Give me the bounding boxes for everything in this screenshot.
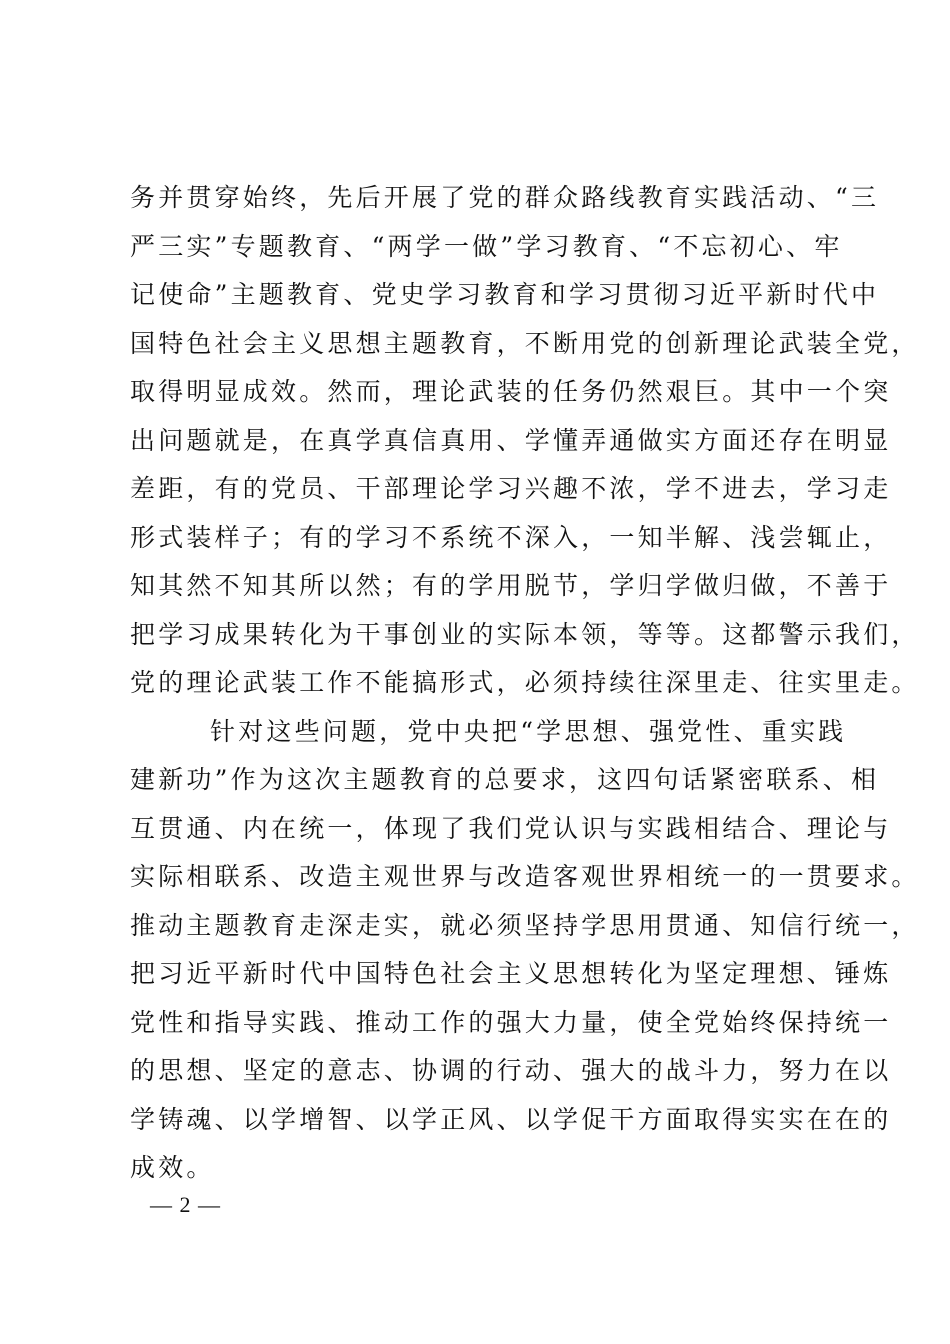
- text-line: 党性和指导实践、推动工作的强大力量，使全党始终保持统一: [130, 1007, 892, 1037]
- text-line: 实际相联系、改造主观世界与改造客观世界相统一的一贯要求。: [130, 862, 920, 891]
- text-line: 把学习成果转化为干事创业的实际本领，等等。这都警示我们，: [130, 619, 920, 649]
- body-text: [130, 174, 920, 1193]
- text-line: 记使命”主题教育、党史学习教育和学习贯彻习近平新时代中: [130, 280, 880, 309]
- text-line: 出问题就是，在真学真信真用、学懂弄通做实方面还存在明显: [130, 425, 892, 455]
- text-line: 差距，有的党员、干部理论学习兴趣不浓，学不进去，学习走: [130, 474, 892, 503]
- text-line: 成效。: [130, 1153, 215, 1182]
- text-line: 国特色社会主义思想主题教育，不断用党的创新理论武装全党，: [130, 328, 920, 358]
- text-line: 学铸魂、以学增智、以学正风、以学促干方面取得实实在在的: [130, 1104, 892, 1134]
- text-line: 互贯通、内在统一，体现了我们党认识与实践相结合、理论与: [130, 813, 892, 843]
- text-line: 党的理论武装工作不能搞形式，必须持续往深里走、往实里走。: [130, 668, 920, 697]
- text-line: 形式装样子；有的学习不系统不深入，一知半解、浅尝辄止，: [130, 522, 892, 552]
- page-number: — 2 —: [150, 1192, 221, 1217]
- text-line: 知其然不知其所以然；有的学用脱节，学归学做归做，不善于: [130, 571, 892, 600]
- text-line: 把习近平新时代中国特色社会主义思想转化为坚定理想、锤炼: [130, 959, 892, 988]
- text-line: 的思想、坚定的意志、协调的行动、强大的战斗力，努力在以: [130, 1056, 892, 1085]
- text-line: 取得明显成效。然而，理论武装的任务仍然艰巨。其中一个突: [130, 377, 892, 406]
- paragraph-start-line: 针对这些问题，党中央把“学思想、强党性、重实践: [210, 716, 847, 746]
- text-line: 推动主题教育走深走实，就必须坚持学思用贯通、知信行统一，: [130, 910, 920, 940]
- text-line: 建新功”作为这次主题教育的总要求，这四句话紧密联系、相: [130, 765, 880, 794]
- text-line: 严三实”专题教育、“两学一做”学习教育、“不忘初心、牢: [130, 231, 843, 261]
- text-line: 务并贯穿始终，先后开展了党的群众路线教育实践活动、“三: [130, 183, 880, 212]
